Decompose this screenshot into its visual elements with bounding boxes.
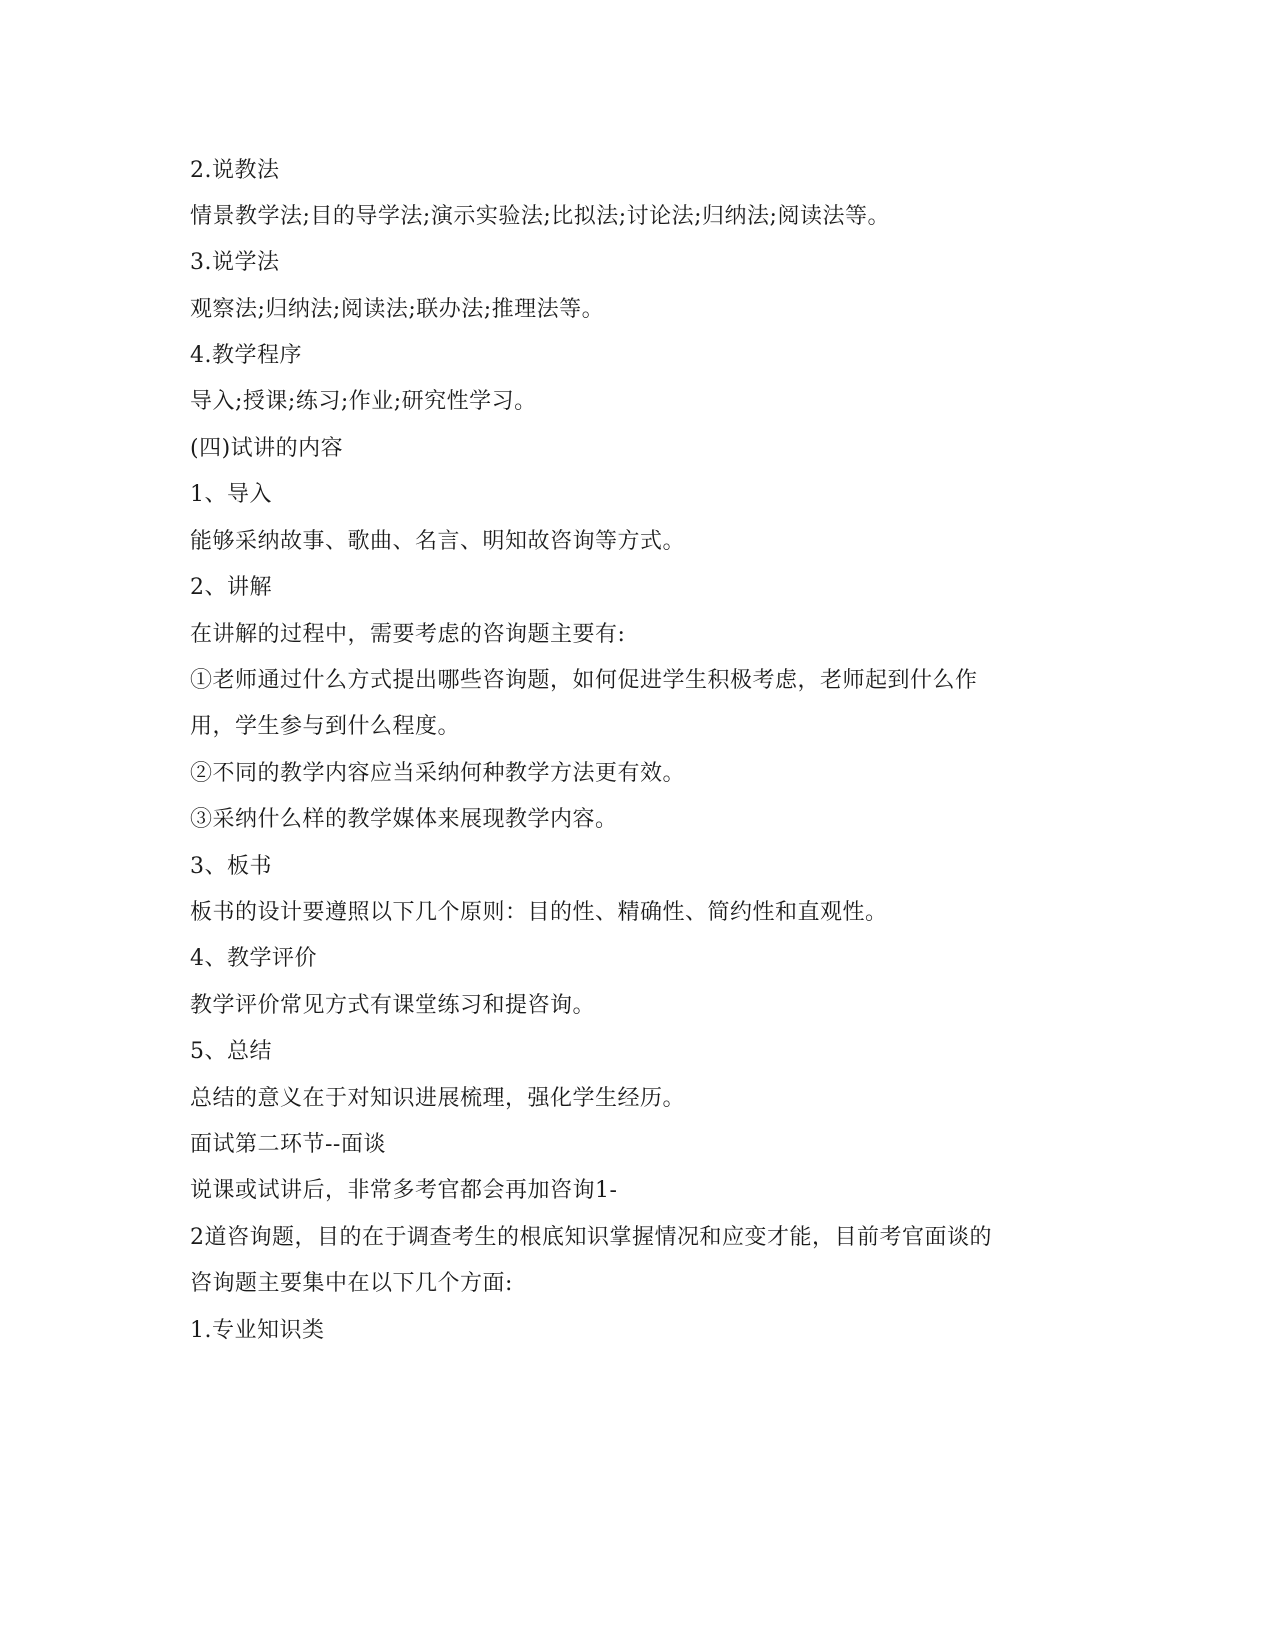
list-item-2: ②不同的教学内容应当采纳何种教学方法更有效。: [190, 761, 686, 786]
heading-learning-methods: 3.说学法: [190, 250, 280, 275]
list-item-1-line-2: 用，学生参与到什么程度。: [190, 714, 461, 739]
paragraph-introduction: 能够采纳故事、歌曲、名言、明知故咨询等方式。: [190, 529, 686, 554]
list-item-1-line-1: ①老师通过什么方式提出哪些咨询题，如何促进学生积极考虑，老师起到什么作: [190, 668, 978, 693]
heading-evaluation: 4、教学评价: [190, 946, 317, 971]
paragraph-summary: 总结的意义在于对知识进展梳理，强化学生经历。: [190, 1086, 686, 1111]
heading-professional-knowledge: 1.专业知识类: [190, 1318, 325, 1343]
heading-blackboard: 3、板书: [190, 854, 272, 879]
paragraph-teaching-methods: 情景教学法;目的导学法;演示实验法;比拟法;讨论法;归纳法;阅读法等。: [190, 204, 890, 229]
list-item-3: ③采纳什么样的教学媒体来展现教学内容。: [190, 807, 618, 832]
paragraph-interview-line-1: 说课或试讲后，非常多考官都会再加咨询1-: [190, 1178, 618, 1203]
paragraph-learning-methods: 观察法;归纳法;阅读法;联办法;推理法等。: [190, 297, 605, 322]
heading-teaching-methods: 2.说教法: [190, 158, 280, 183]
paragraph-interview-line-2: 2道咨询题，目的在于调查考生的根底知识掌握情况和应变才能，目前考官面谈的: [190, 1225, 992, 1250]
heading-summary: 5、总结: [190, 1039, 272, 1064]
heading-introduction: 1、导入: [190, 482, 272, 507]
section-heading-interview: 面试第二环节--面谈: [190, 1132, 386, 1157]
heading-explanation: 2、讲解: [190, 575, 272, 600]
heading-teaching-procedure: 4.教学程序: [190, 343, 302, 368]
paragraph-teaching-procedure: 导入;授课;练习;作业;研究性学习。: [190, 389, 537, 414]
paragraph-blackboard: 板书的设计要遵照以下几个原则：目的性、精确性、简约性和直观性。: [190, 900, 888, 925]
section-heading-trial-lecture: (四)试讲的内容: [190, 436, 344, 461]
paragraph-evaluation: 教学评价常见方式有课堂练习和提咨询。: [190, 993, 596, 1018]
paragraph-interview-line-3: 咨询题主要集中在以下几个方面:: [190, 1271, 513, 1296]
paragraph-explanation: 在讲解的过程中，需要考虑的咨询题主要有:: [190, 622, 626, 647]
